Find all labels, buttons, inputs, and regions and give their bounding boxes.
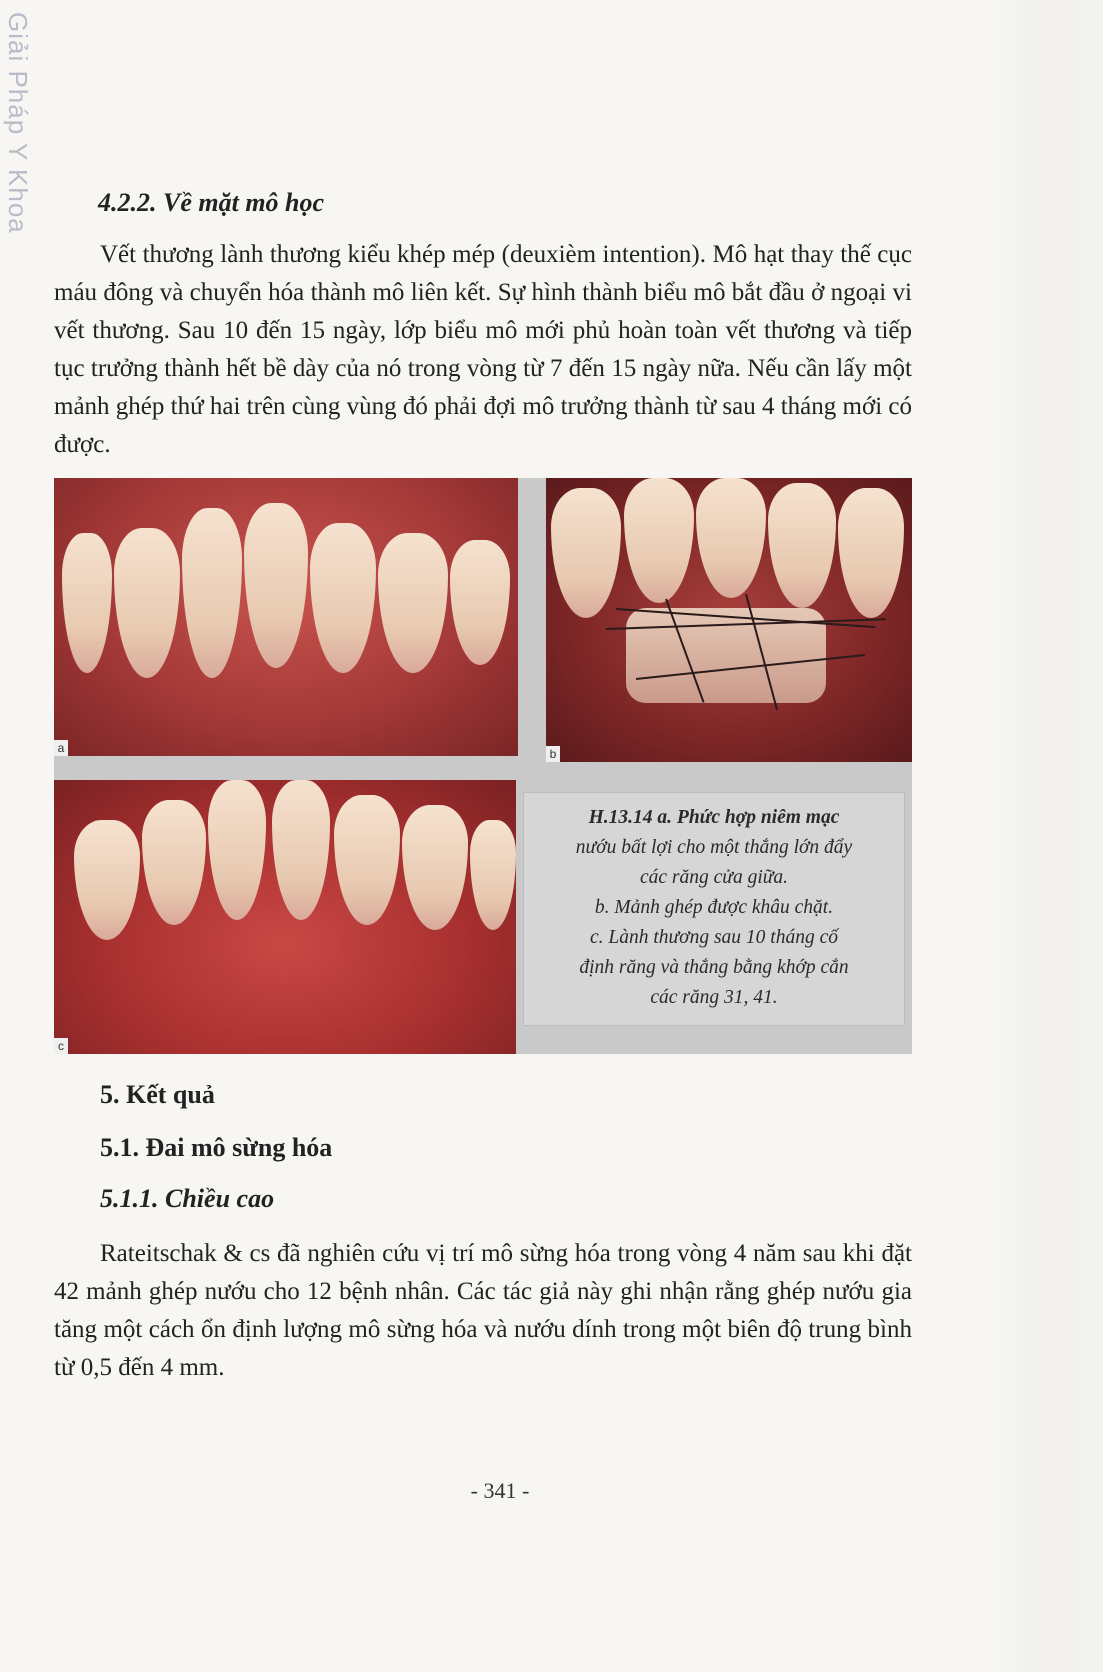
section-5-heading: 5. Kết quả [100, 1080, 215, 1109]
photo-a [54, 478, 518, 756]
photo-b-label: b [546, 746, 560, 762]
caption-line: c. Lành thương sau 10 tháng cố [590, 927, 838, 948]
caption-line: b. Mảnh ghép được khâu chặt. [594, 897, 834, 918]
section-5-1-1-heading: 5.1.1. Chiều cao [100, 1184, 275, 1213]
photo-a-label: a [54, 740, 68, 756]
caption-line: định răng và thắng bằng khớp cắn [579, 957, 849, 978]
page-number: - 341 - [470, 1478, 530, 1503]
section-4-2-2-paragraph: Vết thương lành thương kiểu khép mép (deuxièm intention). Mô hạt thay thế cục máu đông và chuyển hóa thành mô liên kết. Sự hình thành biểu mô bắt đầu ở ngoại vi vết thương. Sau 10 đến 15 ngày, lớp biểu mô mới phủ hoàn toàn vết thương và tiếp tục trưởng thành hết bề dày của nó trong vòng từ 7 đến 15 ngày nữa. Nếu cần lấy một mảnh ghép thứ hai trên cùng vùng đó phải đợi mô trưởng thành từ sau 4 tháng mới có được. [54, 241, 912, 458]
photo-c-label: c [54, 1038, 68, 1054]
caption-line: các răng cửa giữa. [640, 867, 788, 888]
caption-line: nướu bất lợi cho một thắng lớn đẩy [575, 837, 853, 858]
caption-line: H.13.14 a. Phức hợp niêm mạc [588, 807, 840, 828]
caption-line: các răng 31, 41. [650, 987, 778, 1008]
watermark: Giải Pháp Y Khoa [3, 12, 33, 234]
photo-b [546, 478, 912, 762]
figure-h13-14 [54, 478, 912, 1054]
figure-caption [523, 792, 905, 1026]
section-4-2-2-heading: 4.2.2. Về mặt mô học [98, 188, 325, 217]
section-5-1-1-paragraph: Rateitschak & cs đã nghiên cứu vị trí mô sừng hóa trong vòng 4 năm sau khi đặt 42 mảnh ghép nướu cho 12 bệnh nhân. Các tác giả này ghi nhận rằng ghép nướu gia tăng một cách ổn định lượng mô sừng hóa và nướu dính trong một biên độ trung bình từ 0,5 đến 4 mm. [54, 1240, 912, 1381]
photo-c [54, 780, 516, 1054]
section-5-1-heading: 5.1. Đai mô sừng hóa [100, 1133, 333, 1162]
page-edge-shade [993, 0, 1103, 1672]
